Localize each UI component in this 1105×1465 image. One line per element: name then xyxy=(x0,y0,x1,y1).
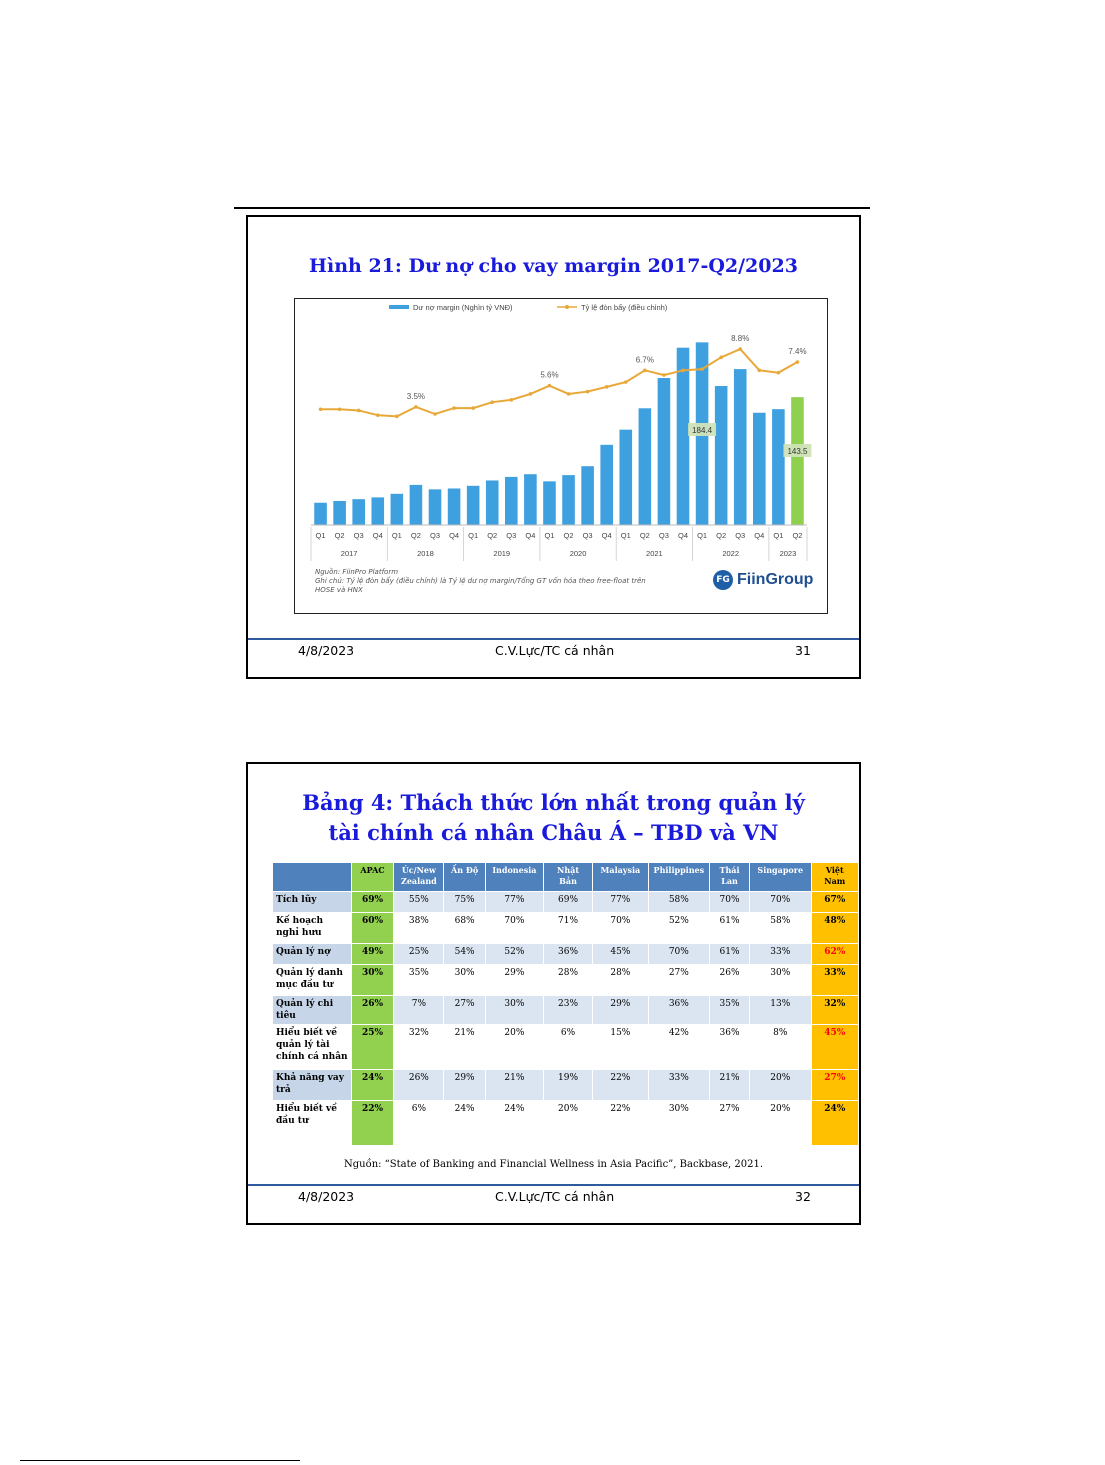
x-tick-label: Q2 xyxy=(410,531,421,540)
table-cell: 24% xyxy=(486,1101,544,1146)
table-cell: 30% xyxy=(444,965,485,996)
table-header-cell: Thái Lan xyxy=(710,863,750,892)
leverage-point xyxy=(510,398,514,402)
x-tick-label: Q4 xyxy=(525,531,536,540)
table-cell: 27% xyxy=(444,996,485,1025)
table-cell: 30% xyxy=(486,996,544,1025)
table-cell: 24% xyxy=(812,1101,859,1146)
x-tick-label: Q4 xyxy=(372,531,383,540)
bar xyxy=(734,369,747,525)
bar xyxy=(371,497,384,525)
x-tick-label: Q2 xyxy=(334,531,345,540)
row-label: Hiểu biết về quản lý tài chính cá nhân xyxy=(273,1025,352,1070)
table-row xyxy=(273,1025,859,1070)
table-cell: 62% xyxy=(812,944,859,965)
bar xyxy=(448,488,461,525)
table-header-cell: Úc/New Zealand xyxy=(394,863,444,892)
x-tick-label: Q1 xyxy=(773,531,784,540)
leverage-point xyxy=(796,360,800,364)
x-tick-label: Q4 xyxy=(754,531,765,540)
bar xyxy=(429,489,442,525)
legend-label-margin: Dư nợ margin (Nghìn tỷ VNĐ) xyxy=(413,303,513,312)
table-cell: 52% xyxy=(486,944,544,965)
x-tick-label: Q1 xyxy=(315,531,326,540)
year-label: 2023 xyxy=(779,549,797,558)
table-cell: 45% xyxy=(593,944,649,965)
bar xyxy=(658,378,671,525)
leverage-point xyxy=(662,373,666,377)
bar xyxy=(753,413,766,525)
row-label: Kế hoạch nghỉ hưu xyxy=(273,913,352,944)
legend-swatch-margin xyxy=(389,305,409,309)
legend-label-leverage: Tỷ lệ đòn bẩy (điều chỉnh) xyxy=(581,303,668,312)
table-cell: 20% xyxy=(750,1070,812,1101)
table-cell: 45% xyxy=(812,1025,859,1070)
leverage-point xyxy=(643,369,647,373)
leverage-point xyxy=(758,369,762,373)
x-tick-label: Q2 xyxy=(487,531,498,540)
value-box-label: 184.4 xyxy=(692,426,713,435)
table-cell: 52% xyxy=(649,913,710,944)
table-cell: 70% xyxy=(710,892,750,913)
table-cell: 30% xyxy=(750,965,812,996)
table-header-cell: Việt Nam xyxy=(812,863,859,892)
bar xyxy=(352,499,365,525)
leverage-point xyxy=(777,371,781,375)
table-cell: 36% xyxy=(649,996,710,1025)
leverage-point xyxy=(738,347,742,351)
leverage-point xyxy=(357,409,361,413)
table-cell: 23% xyxy=(544,996,593,1025)
year-label: 2021 xyxy=(646,549,663,558)
footer-page-number: 31 xyxy=(795,643,811,658)
table-cell: 20% xyxy=(544,1101,593,1146)
leverage-data-label: 5.6% xyxy=(540,370,559,380)
table-header-cell: Singapore xyxy=(750,863,812,892)
x-tick-label: Q4 xyxy=(677,531,689,540)
top-rule xyxy=(234,207,870,209)
table-cell: 15% xyxy=(593,1025,649,1070)
row-label: Quản lý danh mục đầu tư xyxy=(273,965,352,996)
bar xyxy=(581,466,594,525)
x-tick-label: Q4 xyxy=(449,531,460,540)
table-cell: 24% xyxy=(352,1070,395,1101)
x-tick-label: Q1 xyxy=(468,531,479,540)
x-tick-label: Q1 xyxy=(697,531,708,540)
table-cell: 70% xyxy=(649,944,710,965)
x-tick-label: Q3 xyxy=(353,531,364,540)
leverage-point xyxy=(319,407,323,411)
leverage-point xyxy=(700,367,704,371)
table-cell: 32% xyxy=(812,996,859,1025)
bar xyxy=(333,501,346,525)
leverage-point xyxy=(719,356,723,360)
value-box-label: 143.5 xyxy=(787,447,808,456)
table-cell: 7% xyxy=(394,996,444,1025)
table-cell: 26% xyxy=(710,965,750,996)
table-cell: 25% xyxy=(394,944,444,965)
leverage-point xyxy=(433,412,437,416)
row-label: Quản lý chi tiêu xyxy=(273,996,352,1025)
bar xyxy=(562,475,575,525)
bar xyxy=(677,348,690,525)
table-row xyxy=(273,1101,859,1146)
table-row xyxy=(273,965,859,996)
table-cell: 67% xyxy=(812,892,859,913)
margin-chart xyxy=(294,298,828,614)
footer-line xyxy=(248,1184,859,1186)
legend-marker-leverage xyxy=(565,305,569,309)
leverage-point xyxy=(548,384,552,388)
slide-32 xyxy=(246,762,861,1225)
table-cell: 28% xyxy=(593,965,649,996)
table-header-cell: Nhật Bản xyxy=(544,863,593,892)
leverage-point xyxy=(586,390,590,394)
leverage-point xyxy=(490,400,494,404)
x-tick-label: Q2 xyxy=(639,531,650,540)
x-tick-label: Q2 xyxy=(563,531,574,540)
leverage-point xyxy=(624,380,628,384)
leverage-data-label: 8.8% xyxy=(731,334,750,344)
table-cell: 48% xyxy=(812,913,859,944)
table-cell: 26% xyxy=(352,996,395,1025)
year-label: 2017 xyxy=(340,549,358,558)
bar xyxy=(791,397,804,525)
footer-author: C.V.Lực/TC cá nhân xyxy=(495,1189,615,1204)
bar xyxy=(600,445,613,525)
chart-svg xyxy=(295,299,827,613)
table-cell: 22% xyxy=(593,1101,649,1146)
leverage-point xyxy=(452,406,456,410)
table-cell: 58% xyxy=(750,913,812,944)
table-body xyxy=(273,892,859,1146)
table-cell: 38% xyxy=(394,913,444,944)
table-cell: 27% xyxy=(649,965,710,996)
table-cell: 60% xyxy=(352,913,395,944)
table-cell: 6% xyxy=(394,1101,444,1146)
table-row xyxy=(273,892,859,913)
footer-page-number: 32 xyxy=(795,1189,811,1204)
fiingroup-logo xyxy=(713,569,813,591)
year-label: 2022 xyxy=(722,549,740,558)
bottom-mark xyxy=(20,1460,300,1461)
leverage-point xyxy=(471,406,475,410)
table-cell: 20% xyxy=(486,1025,544,1070)
table-cell: 77% xyxy=(486,892,544,913)
table-cell: 75% xyxy=(444,892,485,913)
table-cell: 24% xyxy=(444,1101,485,1146)
challenges-table xyxy=(273,863,859,1146)
table-cell: 36% xyxy=(544,944,593,965)
slide-31 xyxy=(246,215,861,679)
table-cell: 8% xyxy=(750,1025,812,1070)
table-cell: 61% xyxy=(710,913,750,944)
footer-date: 4/8/2023 xyxy=(298,643,355,658)
table-cell: 35% xyxy=(394,965,444,996)
table-cell: 6% xyxy=(544,1025,593,1070)
leverage-point xyxy=(567,392,571,396)
table-cell: 69% xyxy=(544,892,593,913)
x-tick-label: Q1 xyxy=(544,531,555,540)
fiingroup-logo-icon: FG xyxy=(713,570,733,590)
table-cell: 27% xyxy=(812,1070,859,1101)
table-cell: 70% xyxy=(486,913,544,944)
x-tick-label: Q3 xyxy=(582,531,593,540)
row-label: Khả năng vay trả xyxy=(273,1070,352,1101)
bar xyxy=(467,486,480,525)
leverage-point xyxy=(414,405,418,409)
leverage-point xyxy=(376,413,380,417)
x-tick-label: Q1 xyxy=(391,531,402,540)
leverage-point xyxy=(395,415,399,419)
table-cell: 22% xyxy=(352,1101,395,1146)
row-label: Tích lũy xyxy=(273,892,352,913)
x-tick-label: Q2 xyxy=(792,531,803,540)
table-cell: 20% xyxy=(750,1101,812,1146)
table-cell: 21% xyxy=(486,1070,544,1101)
table-cell: 33% xyxy=(750,944,812,965)
table-cell: 35% xyxy=(710,996,750,1025)
chart-note xyxy=(315,568,655,595)
x-tick-label: Q3 xyxy=(506,531,517,540)
x-tick-label: Q3 xyxy=(735,531,746,540)
table-source: Nguồn: “State of Banking and Financial Wellness in Asia Pacific”, Backbase, 2021. xyxy=(343,1159,764,1170)
table-cell: 29% xyxy=(444,1070,485,1101)
table-cell: 13% xyxy=(750,996,812,1025)
table-cell: 33% xyxy=(812,965,859,996)
table-row xyxy=(273,913,859,944)
table-cell: 58% xyxy=(649,892,710,913)
bar xyxy=(619,430,632,525)
x-tick-label: Q3 xyxy=(429,531,441,540)
leverage-point xyxy=(681,369,685,373)
row-label: Hiểu biết về đầu tư xyxy=(273,1101,352,1146)
table-header-cell: Ấn Độ xyxy=(444,863,485,892)
table-row xyxy=(273,996,859,1025)
table-cell: 33% xyxy=(649,1070,710,1101)
footer-line xyxy=(248,638,859,640)
leverage-point xyxy=(338,407,342,411)
table-cell: 22% xyxy=(593,1070,649,1101)
slide-title: Hình 21: Dư nợ cho vay margin 2017-Q2/2023 xyxy=(309,255,798,277)
table-cell: 21% xyxy=(444,1025,485,1070)
leverage-point xyxy=(529,392,533,396)
table-cell: 71% xyxy=(544,913,593,944)
table-cell: 19% xyxy=(544,1070,593,1101)
table-cell: 70% xyxy=(593,913,649,944)
table-header-row xyxy=(273,863,859,892)
slide-title xyxy=(248,788,859,848)
table-cell: 26% xyxy=(394,1070,444,1101)
table-cell: 29% xyxy=(486,965,544,996)
leverage-data-label: 6.7% xyxy=(635,355,654,365)
table-row xyxy=(273,1070,859,1101)
footer-date: 4/8/2023 xyxy=(298,1189,355,1204)
leverage-data-label: 3.5% xyxy=(406,391,426,401)
table-cell: 28% xyxy=(544,965,593,996)
table-cell: 69% xyxy=(352,892,395,913)
table-header-cell: Indonesia xyxy=(486,863,544,892)
table-header-cell: APAC xyxy=(352,863,395,892)
table-header-cell: Malaysia xyxy=(593,863,649,892)
table-cell: 49% xyxy=(352,944,395,965)
table-cell: 36% xyxy=(710,1025,750,1070)
chart-note-line: Ghi chú: Tỷ lệ đòn bẩy (điều chỉnh) là Tỷ lệ dư nợ margin/Tổng GT vốn hóa theo free-float trên HOSE và HNX xyxy=(315,577,646,594)
table-cell: 55% xyxy=(394,892,444,913)
x-tick-label: Q1 xyxy=(620,531,631,540)
table-header-cell: Philippines xyxy=(649,863,710,892)
table-cell: 29% xyxy=(593,996,649,1025)
table-cell: 32% xyxy=(394,1025,444,1070)
year-label: 2019 xyxy=(493,549,511,558)
table-cell: 61% xyxy=(710,944,750,965)
bar xyxy=(505,477,518,525)
table-cell: 70% xyxy=(750,892,812,913)
fiingroup-logo-text: FiinGroup xyxy=(737,571,814,588)
table-cell: 42% xyxy=(649,1025,710,1070)
chart-note-line: Nguồn: FiinPro Platform xyxy=(315,568,399,576)
table-cell: 54% xyxy=(444,944,485,965)
bar xyxy=(391,494,404,525)
leverage-point xyxy=(605,385,609,389)
slide-title-line-1: Bảng 4: Thách thức lớn nhất trong quản lý xyxy=(302,790,805,815)
table-cell: 30% xyxy=(649,1101,710,1146)
year-label: 2020 xyxy=(569,549,587,558)
bar xyxy=(543,481,556,525)
bar xyxy=(314,503,327,525)
table-row xyxy=(273,944,859,965)
bar xyxy=(772,409,785,525)
footer-author: C.V.Lực/TC cá nhân xyxy=(495,643,615,658)
table-cell: 27% xyxy=(710,1101,750,1146)
table-cell: 30% xyxy=(352,965,395,996)
x-tick-label: Q2 xyxy=(716,531,727,540)
table-header-cell xyxy=(273,863,352,892)
x-tick-label: Q3 xyxy=(658,531,669,540)
slide-title-line-2: tài chính cá nhân Châu Á – TBD và VN xyxy=(328,820,779,845)
x-tick-label: Q4 xyxy=(601,531,612,540)
table-cell: 21% xyxy=(710,1070,750,1101)
leverage-data-label: 7.4% xyxy=(788,347,807,357)
bar xyxy=(410,485,423,525)
table-cell: 68% xyxy=(444,913,485,944)
bar xyxy=(639,408,652,525)
bar xyxy=(524,474,537,525)
year-label: 2018 xyxy=(417,549,434,558)
table-cell: 25% xyxy=(352,1025,395,1070)
bar xyxy=(486,480,499,525)
row-label: Quản lý nợ xyxy=(273,944,352,965)
table-cell: 77% xyxy=(593,892,649,913)
bar xyxy=(715,386,728,525)
